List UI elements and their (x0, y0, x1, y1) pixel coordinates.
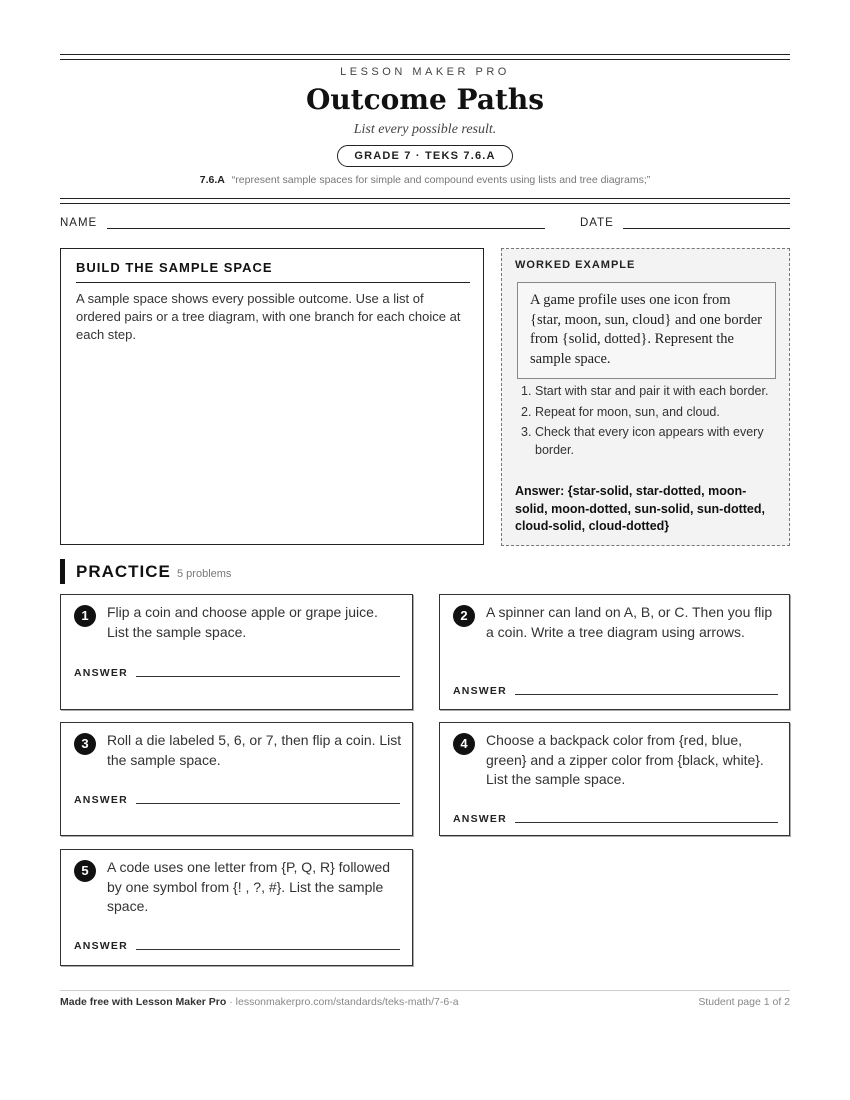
practice-count: 5 problems (177, 568, 232, 580)
brand-name: LESSON MAKER PRO (340, 66, 510, 78)
step-number: 1. (521, 384, 532, 398)
answer-line-4[interactable] (515, 822, 778, 823)
problem-card-4 (439, 722, 790, 836)
footer-credit (60, 996, 459, 1008)
problem-text: Choose a backpack color from {red, blue, green} and a zipper color from {black, white}. List the sample space. (486, 732, 764, 787)
page-subtitle: List every possible result. (353, 122, 497, 137)
date-field[interactable] (623, 228, 790, 229)
step-item (515, 404, 780, 422)
name-label: NAME (60, 217, 98, 229)
answer-line-3[interactable] (136, 803, 400, 804)
worked-example-steps (515, 383, 780, 462)
build-text: A sample space shows every possible outcome. Use a list of ordered pairs or a tree diagram, with one branch for each choice at each step. (76, 291, 461, 342)
answer-line-2[interactable] (515, 694, 778, 695)
problem-card-5 (60, 849, 413, 966)
step-number: 2. (521, 404, 532, 419)
problem-number-badge: 5 (74, 860, 96, 882)
answer-label: ANSWER (74, 940, 128, 952)
answer-line-1[interactable] (136, 676, 400, 677)
footer-made-with: Made free with Lesson Maker Pro (60, 996, 227, 1008)
step-item (515, 424, 780, 459)
step-text: Repeat for moon, sun, and cloud. (535, 404, 720, 419)
standard-code: 7.6.A (199, 174, 225, 186)
problem-card-2 (439, 594, 790, 710)
practice-accent-bar (60, 559, 65, 584)
problem-text: Flip a coin and choose apple or grape juice. List the sample space. (107, 604, 378, 640)
page-title: Outcome Paths (305, 83, 545, 116)
problem-text: Roll a die labeled 5, 6, or 7, then flip a coin. List the sample space. (107, 732, 402, 768)
problem-card-1 (60, 594, 413, 710)
header-bottom-rule (60, 198, 790, 204)
answer-label: ANSWER (74, 794, 128, 806)
header-top-rule (60, 54, 790, 60)
answer-label: ANSWER (74, 667, 128, 679)
build-title: BUILD THE SAMPLE SPACE (76, 260, 273, 275)
practice-title: PRACTICE (76, 562, 171, 581)
problem-text: A spinner can land on A, B, or C. Then you flip a coin. Write a tree diagram using arrows. (486, 604, 773, 640)
problem-number-badge: 2 (453, 605, 475, 627)
step-item (515, 383, 780, 401)
answer-label: ANSWER (453, 813, 507, 825)
grade-badge: GRADE 7 · TEKS 7.6.A (337, 145, 513, 167)
footer-page-number: Student page 1 of 2 (698, 996, 790, 1008)
name-field[interactable] (107, 228, 545, 229)
worked-example-answer: Answer: {star-solid, star-dotted, moon-solid, moon-dotted, sun-solid, sun-dotted, cloud-solid, cloud-dotted} (515, 484, 765, 533)
footer-divider (60, 990, 790, 991)
worked-example-box (501, 248, 790, 546)
date-label: DATE (580, 217, 614, 229)
worked-example-problem: A game profile uses one icon from {star, moon, sun, cloud} and one border from {solid, dotted}. Represent the sample space. (517, 282, 776, 379)
step-number: 3. (521, 425, 532, 439)
step-text: Start with star and pair it with each border. (535, 384, 769, 398)
standard-text: “represent sample spaces for simple and compound events using lists and tree diagrams;” (231, 174, 651, 186)
problem-number-badge: 4 (453, 733, 475, 755)
problem-card-3 (60, 722, 413, 836)
standard-line (60, 174, 790, 186)
build-sample-space-box (60, 248, 484, 545)
footer-url[interactable]: · lessonmakerpro.com/standards/teks-math/7-6-a (229, 996, 459, 1008)
problem-text: A code uses one letter from {P, Q, R} followed by one symbol from {! , ?, #}. List the sample space. (107, 859, 391, 914)
step-text: Check that every icon appears with every border. (535, 425, 764, 457)
problem-number-badge: 3 (74, 733, 96, 755)
problem-number-badge: 1 (74, 605, 96, 627)
answer-line-5[interactable] (136, 949, 400, 950)
worked-example-title: WORKED EXAMPLE (515, 259, 636, 271)
build-divider (76, 282, 470, 283)
answer-label: ANSWER (453, 685, 507, 697)
